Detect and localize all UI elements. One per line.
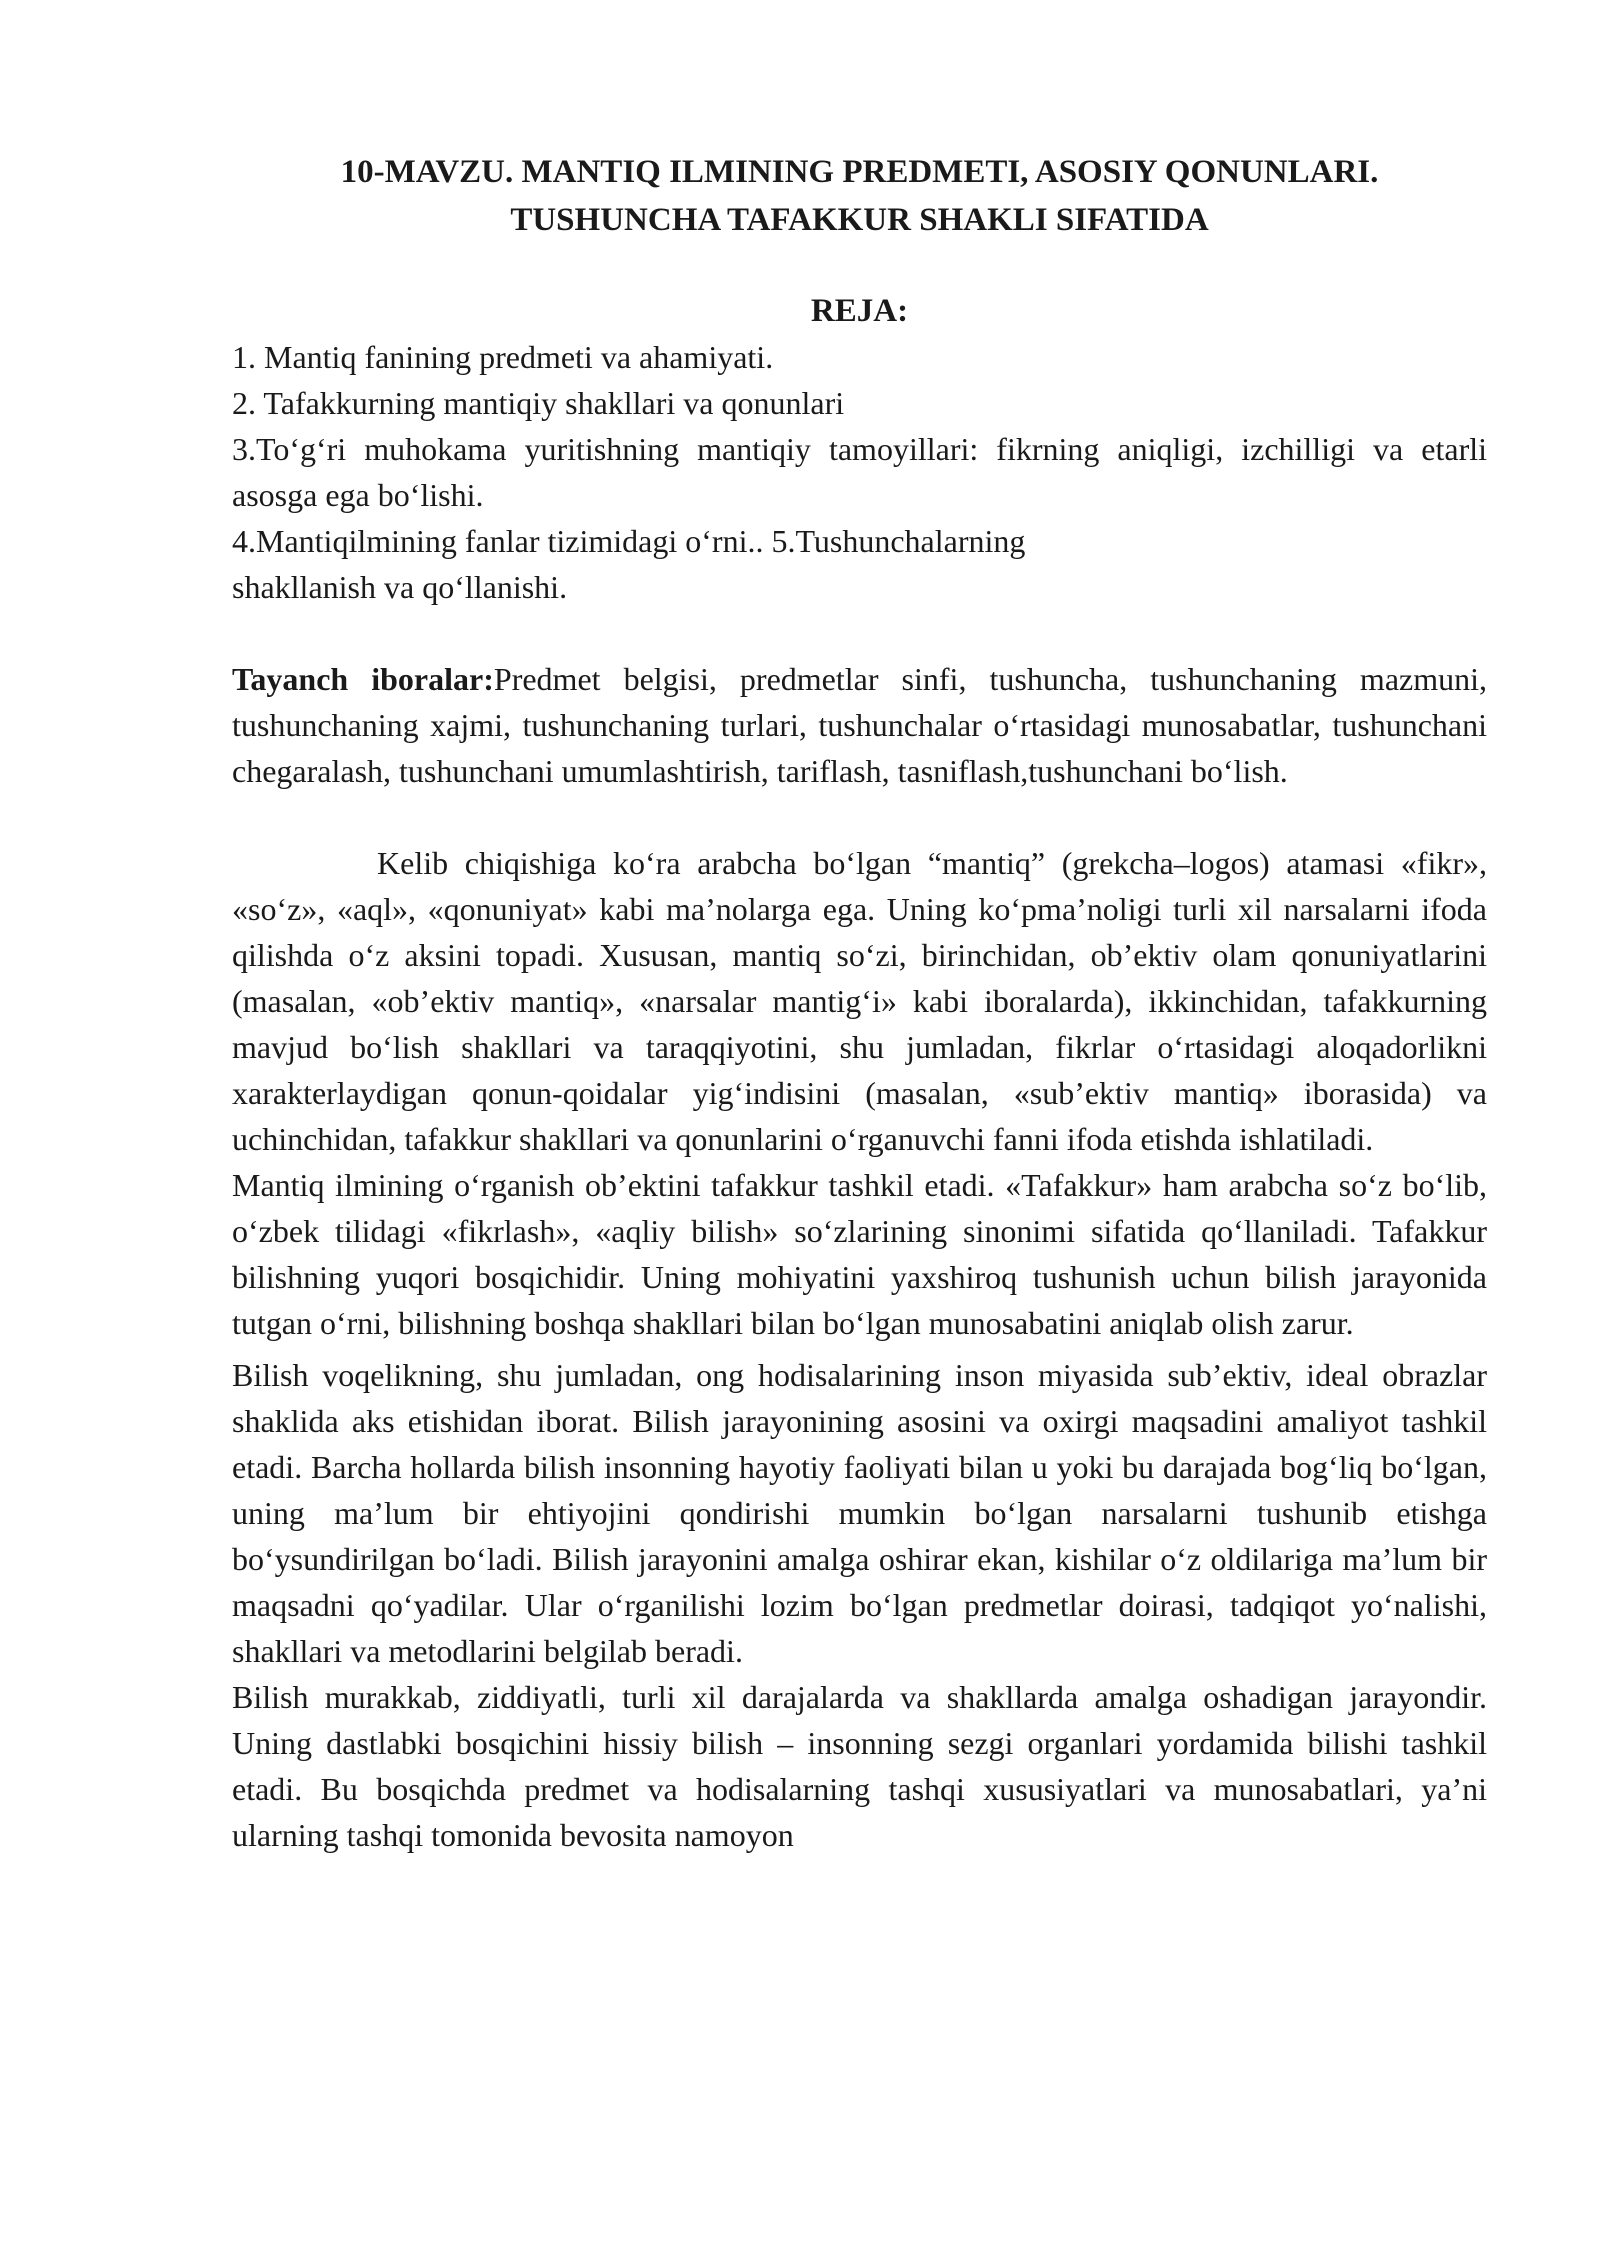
body-paragraph-3: Bilish voqelikning, shu jumladan, ong hodisalarining inson miyasida sub’ektiv, ideal obrazlar shaklida aks etishidan iborat. Bilish jarayonining asosini va oxirgi maqsadini amaliyot tashkil etadi. Barcha hollarda bilish insonning hayotiy faoliyati bilan u yoki bu darajada bog‘liq bo‘lgan, uning ma’lum bir ehtiyojini qondirishi mumkin bo‘lgan narsalarni tushunib etishga bo‘ysundirilgan bo‘ladi. Bilish jarayonini amalga oshirar ekan, kishilar o‘z oldilariga ma’lum bir maqsadni qo‘yadilar. Ular o‘rganilishi lozim bo‘lgan predmetlar doirasi, tadqiqot yo‘nalishi, shakllari va metodlarini belgilab beradi. [232,1357,1487,1669]
plan-list [232,334,1487,610]
plan-heading: REJA: [810,293,909,329]
body-paragraph-2: Mantiq ilmining o‘rganish ob’ektini tafakkur tashkil etadi. «Tafakkur» ham arabcha so‘z bo‘lib, o‘zbek tilidagi «fikrlash», «aqliy bilish» so‘zlarining sinonimi sifatida qo‘llaniladi. Tafakkur bilishning yuqori bosqichidir. Uning mohiyatini yaxshiroq tushunish uchun bilish jarayonida tutgan o‘rni, bilishning boshqa shakllari bilan bo‘lgan munosabatini aniqlab olish zarur. [232,1167,1487,1341]
body-paragraph-4: Bilish murakkab, ziddiyatli, turli xil darajalarda va shakllarda amalga oshadigan jarayondir. Uning dastlabki bosqichini hissiy bilish – insonning sezgi organlari yordamida bilishi tashkil etadi. Bu bosqichda predmet va hodisalarning tashqi xususiyatlari va munosabatlari, ya’ni ularning tashqi tomonida bevosita namoyon [232,1679,1487,1853]
title-line-2: TUSHUNCHA TAFAKKUR SHAKLI SIFATIDA [510,202,1209,238]
plan-item-5: shakllanish va qo‘llanishi. [232,569,568,605]
plan-item-2: 2. Tafakkurning mantiqiy shakllari va qonunlari [232,385,845,421]
document-title [232,148,1487,244]
body-paragraph-1: Kelib chiqishiga ko‘ra arabcha bo‘lgan “mantiq” (grekcha–logos) atamasi «fikr», «so‘z», «aql», «qonuniyat» kabi ma’nolarga ega. Uning ko‘pma’noligi turli xil narsalarni ifoda qilishda o‘z aksini topadi. Xususan, mantiq so‘zi, birinchidan, ob’ektiv olam qonuniyatlarini (masalan, «ob’ektiv mantiq», «narsalar mantig‘i» kabi iboralarda), ikkinchidan, tafakkurning mavjud bo‘lish shakllari va taraqqiyotini, shu jumladan, fikrlar o‘rtasidagi aloqadorlikni xarakterlaydigan qonun-qoidalar yig‘indisini (masalan, «sub’ektiv mantiq» iborasida) va uchinchidan, tafakkur shakllari va qonunlarini o‘rganuvchi fanni ifoda etishda ishlatiladi. [232,845,1487,1157]
keywords-text: Predmet belgisi, predmetlar sinfi, tushuncha, tushunchaning mazmuni, tushunchaning xajmi, tushunchaning turlari, tushunchalar o‘rtasidagi munosabatlar, tushunchani chegaralash, tushunchani umumlashtirish, tariflash, tasniflash,tushunchani bo‘lish. [232,661,1488,789]
plan-item-1: 1. Mantiq fanining predmeti va ahamiyati. [232,339,774,375]
plan-item-4: 4.Mantiqilmining fanlar tizimidagi o‘rni.. 5.Tushunchalarning [232,523,1026,559]
keywords-label: Tayanch iboralar: [232,661,494,697]
title-line-1: 10-MAVZU. MANTIQ ILMINING PREDMETI, ASOSIY QONUNLARI. [340,154,1379,190]
keywords-paragraph [232,656,1487,794]
plan-item-3: 3.To‘g‘ri muhokama yuritishning mantiqiy tamoyillari: fikrning aniqligi, izchilligi va etarli asosga ega bo‘lishi. [232,431,1487,513]
page-content [232,148,1487,1858]
